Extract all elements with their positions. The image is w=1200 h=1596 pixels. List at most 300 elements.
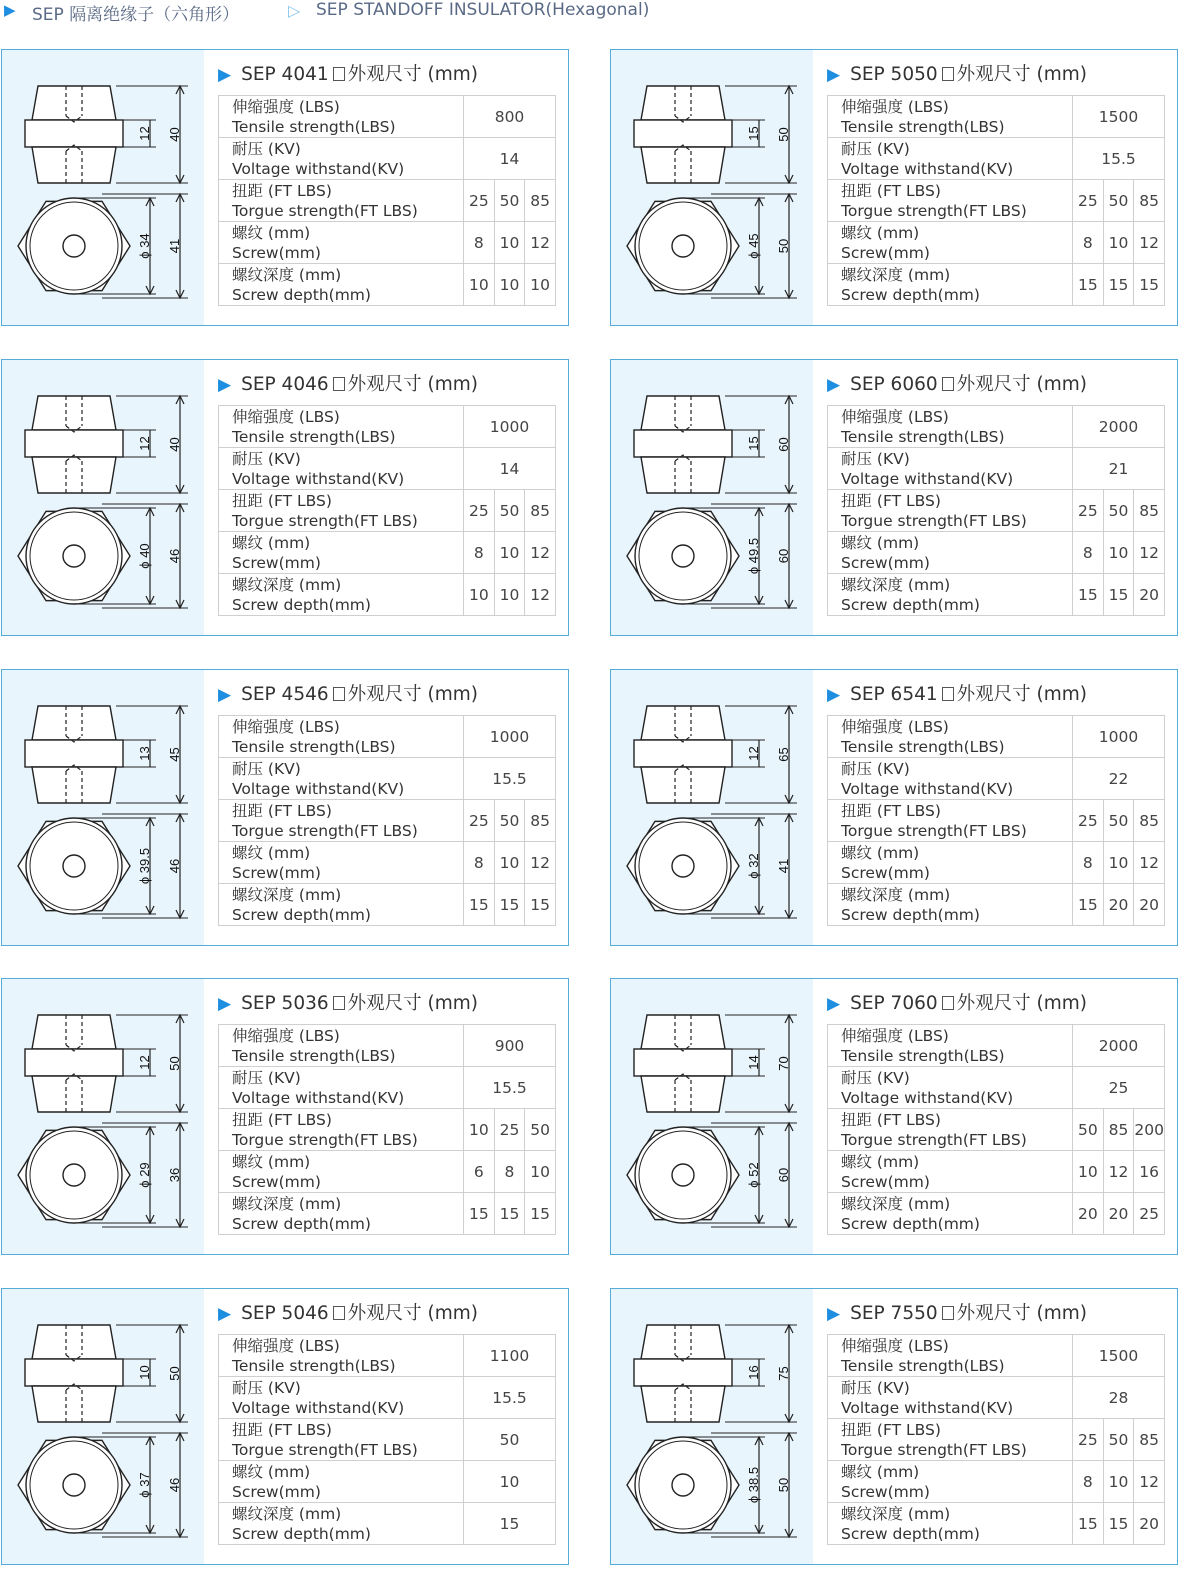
insulator-side-view xyxy=(634,1325,797,1422)
spec-label-en: Voltage withstand(KV) xyxy=(841,469,1014,488)
table-row xyxy=(219,1461,556,1503)
table-row xyxy=(219,180,556,222)
dim-across-label: 50 xyxy=(776,238,791,254)
product-title xyxy=(827,60,1087,86)
table-row xyxy=(219,448,556,490)
depth-value: 10 xyxy=(525,264,556,306)
spec-label-cn: 耐压 (KV) xyxy=(841,139,910,158)
checkbox-glyph-icon xyxy=(333,1306,345,1320)
header-marker-outline: ▷ xyxy=(288,1,301,20)
checkbox-glyph-icon xyxy=(942,1306,954,1320)
bore-hole xyxy=(672,545,694,567)
spec-label-en: Screw(mm) xyxy=(841,553,930,572)
screw-value: 8 xyxy=(464,842,495,884)
voltage-value: 22 xyxy=(1073,758,1165,800)
spec-table xyxy=(827,1024,1165,1235)
insulator-top-view xyxy=(18,194,188,298)
product-card xyxy=(1,1288,569,1565)
torque-value: 25 xyxy=(494,1109,525,1151)
torque-value: 50 xyxy=(494,800,525,842)
insulator-top-view xyxy=(18,1123,188,1227)
dim-dia-label: ϕ 40 xyxy=(137,543,152,569)
spec-label xyxy=(828,1109,1073,1151)
screw-value: 8 xyxy=(494,1151,525,1193)
spec-label-en: Screw(mm) xyxy=(841,1482,930,1501)
screw-value: 10 xyxy=(494,222,525,264)
voltage-value: 21 xyxy=(1073,448,1165,490)
technical-drawing xyxy=(611,360,813,635)
insulator-band xyxy=(25,120,123,147)
torque-value: 10 xyxy=(464,1109,495,1151)
spec-label xyxy=(828,842,1073,884)
spec-label xyxy=(828,716,1073,758)
spec-label-cn: 伸缩强度 (LBS) xyxy=(841,717,949,736)
spec-label-cn: 螺纹 (mm) xyxy=(841,223,920,242)
product-card xyxy=(610,49,1178,326)
screw-value: 10 xyxy=(494,842,525,884)
insulator-side-view xyxy=(634,706,797,803)
spec-label xyxy=(828,448,1073,490)
dim-band-label: 14 xyxy=(746,1055,761,1070)
depth-value: 15 xyxy=(464,1503,556,1545)
spec-label-en: Tensile strength(LBS) xyxy=(841,1046,1005,1065)
product-title xyxy=(218,680,478,706)
spec-label-cn: 螺纹 (mm) xyxy=(232,1152,311,1171)
spec-label-en: Voltage withstand(KV) xyxy=(232,1398,405,1417)
bore-hole xyxy=(672,1164,694,1186)
spec-label-cn: 扭距 (FT LBS) xyxy=(841,801,941,820)
spec-label xyxy=(828,1335,1073,1377)
voltage-value: 15.5 xyxy=(464,1377,556,1419)
dim-dia-label: ϕ 34 xyxy=(137,233,152,259)
title-suffix: 外观尺寸 (mm) xyxy=(956,374,1087,395)
torque-value: 25 xyxy=(1073,180,1104,222)
title-marker-icon: ▶ xyxy=(827,65,841,85)
depth-value: 15 xyxy=(1073,1503,1104,1545)
torque-value: 50 xyxy=(464,1419,556,1461)
spec-label xyxy=(219,1335,464,1377)
spec-table xyxy=(218,715,556,926)
insulator-upper-body xyxy=(32,1325,116,1359)
insulator-upper-body xyxy=(32,86,116,120)
table-row xyxy=(828,842,1165,884)
spec-label-en: Torgue strength(FT LBS) xyxy=(232,201,418,220)
spec-label-en: Tensile strength(LBS) xyxy=(232,427,396,446)
spec-label xyxy=(219,1067,464,1109)
screw-value: 10 xyxy=(1103,532,1134,574)
voltage-value: 15.5 xyxy=(1073,138,1165,180)
table-row xyxy=(219,1503,556,1545)
dim-dia-label: ϕ 52 xyxy=(746,1162,761,1188)
spec-label-en: Screw depth(mm) xyxy=(841,285,980,304)
insulator-side-view xyxy=(25,1015,188,1112)
screw-value: 10 xyxy=(1103,222,1134,264)
spec-label-cn: 螺纹深度 (mm) xyxy=(232,1194,342,1213)
insulator-lower-body xyxy=(641,457,725,493)
screw-value: 12 xyxy=(525,222,556,264)
torque-value: 50 xyxy=(1103,1419,1134,1461)
spec-label xyxy=(219,180,464,222)
spec-label-en: Torgue strength(FT LBS) xyxy=(232,1130,418,1149)
product-model: SEP 6541 xyxy=(850,684,938,705)
product-card xyxy=(1,669,569,946)
voltage-value: 28 xyxy=(1073,1377,1165,1419)
product-model: SEP 7550 xyxy=(850,1303,938,1324)
checkbox-glyph-icon xyxy=(333,377,345,391)
product-title xyxy=(218,60,478,86)
dim-height-label: 50 xyxy=(167,1366,182,1381)
spec-label-cn: 扭距 (FT LBS) xyxy=(841,1110,941,1129)
dim-across-label: 50 xyxy=(776,1477,791,1493)
product-title xyxy=(827,989,1087,1015)
table-row xyxy=(219,96,556,138)
screw-value: 10 xyxy=(464,1461,556,1503)
product-title xyxy=(827,370,1087,396)
spec-label-cn: 扭距 (FT LBS) xyxy=(841,1420,941,1439)
spec-label-en: Screw(mm) xyxy=(232,1482,321,1501)
torque-value: 50 xyxy=(494,180,525,222)
product-title xyxy=(218,370,478,396)
insulator-upper-body xyxy=(641,396,725,430)
spec-label-en: Torgue strength(FT LBS) xyxy=(841,821,1027,840)
spec-label-cn: 耐压 (KV) xyxy=(841,449,910,468)
dim-band-label: 10 xyxy=(137,1365,152,1380)
table-row xyxy=(219,1419,556,1461)
page-header xyxy=(0,0,1200,24)
spec-label xyxy=(219,222,464,264)
product-model: SEP 7060 xyxy=(850,993,938,1014)
title-suffix: 外观尺寸 (mm) xyxy=(347,684,478,705)
spec-label-en: Torgue strength(FT LBS) xyxy=(841,1440,1027,1459)
insulator-band xyxy=(634,430,732,457)
table-row xyxy=(219,1109,556,1151)
technical-drawing xyxy=(2,1289,204,1564)
spec-label xyxy=(828,406,1073,448)
depth-value: 15 xyxy=(1073,264,1104,306)
screw-value: 12 xyxy=(1134,532,1165,574)
spec-table xyxy=(218,1334,556,1545)
torque-value: 25 xyxy=(1073,1419,1104,1461)
spec-label-en: Voltage withstand(KV) xyxy=(232,469,405,488)
product-title xyxy=(218,1299,478,1325)
screw-value: 12 xyxy=(525,532,556,574)
spec-label xyxy=(828,138,1073,180)
dim-across-label: 41 xyxy=(167,238,182,254)
spec-label-cn: 螺纹深度 (mm) xyxy=(232,265,342,284)
dim-dia-label: ϕ 37 xyxy=(137,1472,152,1498)
title-suffix: 外观尺寸 (mm) xyxy=(347,64,478,85)
screw-value: 8 xyxy=(1073,532,1104,574)
depth-value: 20 xyxy=(1103,884,1134,926)
title-suffix: 外观尺寸 (mm) xyxy=(347,374,478,395)
torque-value: 85 xyxy=(1134,800,1165,842)
spec-label-en: Voltage withstand(KV) xyxy=(841,1398,1014,1417)
torque-value: 85 xyxy=(1134,490,1165,532)
insulator-side-view xyxy=(634,1015,797,1112)
spec-label-en: Voltage withstand(KV) xyxy=(841,1088,1014,1107)
spec-label xyxy=(828,264,1073,306)
screw-value: 12 xyxy=(525,842,556,884)
checkbox-glyph-icon xyxy=(942,377,954,391)
spec-label xyxy=(219,1419,464,1461)
spec-label-en: Voltage withstand(KV) xyxy=(232,159,405,178)
bore-hole xyxy=(63,1164,85,1186)
technical-drawing xyxy=(611,670,813,945)
spec-label xyxy=(219,716,464,758)
spec-label-cn: 螺纹 (mm) xyxy=(841,1462,920,1481)
spec-label-en: Torgue strength(FT LBS) xyxy=(232,1440,418,1459)
insulator-top-view xyxy=(18,814,188,918)
insulator-band xyxy=(634,1049,732,1076)
spec-label xyxy=(828,1503,1073,1545)
depth-value: 20 xyxy=(1073,1193,1104,1235)
dim-band-label: 12 xyxy=(137,126,152,141)
spec-label xyxy=(828,1377,1073,1419)
depth-value: 12 xyxy=(525,574,556,616)
insulator-top-view xyxy=(627,504,797,608)
spec-label-en: Screw depth(mm) xyxy=(841,1214,980,1233)
spec-label-cn: 扭距 (FT LBS) xyxy=(232,1420,332,1439)
voltage-value: 25 xyxy=(1073,1067,1165,1109)
dim-height-label: 45 xyxy=(167,747,182,762)
insulator-drawing xyxy=(2,670,204,945)
insulator-side-view xyxy=(25,86,188,183)
product-model: SEP 4546 xyxy=(241,684,329,705)
table-row xyxy=(828,758,1165,800)
depth-value: 10 xyxy=(464,574,495,616)
tensile-value: 1500 xyxy=(1073,96,1165,138)
spec-label-en: Screw(mm) xyxy=(841,243,930,262)
insulator-lower-body xyxy=(32,767,116,803)
checkbox-glyph-icon xyxy=(333,687,345,701)
insulator-band xyxy=(25,430,123,457)
table-row xyxy=(219,1335,556,1377)
insulator-drawing xyxy=(2,50,204,325)
spec-label-cn: 螺纹 (mm) xyxy=(232,533,311,552)
checkbox-glyph-icon xyxy=(942,996,954,1010)
insulator-drawing xyxy=(611,360,813,635)
tensile-value: 800 xyxy=(464,96,556,138)
spec-label-cn: 伸缩强度 (LBS) xyxy=(232,1026,340,1045)
spec-label xyxy=(828,1419,1073,1461)
depth-value: 20 xyxy=(1134,1503,1165,1545)
table-row xyxy=(828,96,1165,138)
insulator-lower-body xyxy=(641,1076,725,1112)
technical-drawing xyxy=(2,979,204,1254)
insulator-top-view xyxy=(627,194,797,298)
spec-label-en: Voltage withstand(KV) xyxy=(232,779,405,798)
depth-value: 20 xyxy=(1134,884,1165,926)
table-row xyxy=(219,1193,556,1235)
insulator-lower-body xyxy=(641,767,725,803)
insulator-lower-body xyxy=(641,1386,725,1422)
spec-label-en: Torgue strength(FT LBS) xyxy=(232,821,418,840)
depth-value: 25 xyxy=(1134,1193,1165,1235)
insulator-band xyxy=(25,1359,123,1386)
dim-across-label: 36 xyxy=(167,1167,182,1183)
spec-label-cn: 扭距 (FT LBS) xyxy=(232,491,332,510)
title-marker-icon: ▶ xyxy=(827,1304,841,1324)
spec-label-en: Screw depth(mm) xyxy=(232,1524,371,1543)
depth-value: 15 xyxy=(494,1193,525,1235)
torque-value: 50 xyxy=(1103,800,1134,842)
tensile-value: 1000 xyxy=(464,716,556,758)
depth-value: 15 xyxy=(1134,264,1165,306)
spec-label-en: Tensile strength(LBS) xyxy=(841,117,1005,136)
screw-value: 10 xyxy=(525,1151,556,1193)
spec-label xyxy=(828,1461,1073,1503)
spec-label-cn: 伸缩强度 (LBS) xyxy=(232,717,340,736)
insulator-upper-body xyxy=(641,86,725,120)
insulator-band xyxy=(634,740,732,767)
table-row xyxy=(219,758,556,800)
spec-label xyxy=(828,574,1073,616)
spec-label-en: Screw depth(mm) xyxy=(232,595,371,614)
depth-value: 15 xyxy=(464,884,495,926)
product-card xyxy=(610,1288,1178,1565)
product-model: SEP 6060 xyxy=(850,374,938,395)
torque-value: 50 xyxy=(1103,490,1134,532)
bore-hole xyxy=(63,235,85,257)
header-title-en: SEP STANDOFF INSULATOR(Hexagonal) xyxy=(316,0,650,20)
torque-value: 85 xyxy=(1103,1109,1134,1151)
depth-value: 15 xyxy=(1103,574,1134,616)
depth-value: 10 xyxy=(464,264,495,306)
table-row xyxy=(219,716,556,758)
depth-value: 10 xyxy=(494,574,525,616)
table-row xyxy=(219,264,556,306)
tensile-value: 1100 xyxy=(464,1335,556,1377)
depth-value: 15 xyxy=(1073,574,1104,616)
spec-label xyxy=(219,1377,464,1419)
screw-value: 12 xyxy=(1134,1461,1165,1503)
spec-label-en: Tensile strength(LBS) xyxy=(232,737,396,756)
checkbox-glyph-icon xyxy=(942,687,954,701)
table-row xyxy=(219,406,556,448)
depth-value: 15 xyxy=(1103,264,1134,306)
spec-label-cn: 螺纹深度 (mm) xyxy=(232,575,342,594)
checkbox-glyph-icon xyxy=(333,996,345,1010)
dim-dia-label: ϕ 39.5 xyxy=(137,847,152,885)
tensile-value: 2000 xyxy=(1073,406,1165,448)
bore-hole xyxy=(672,855,694,877)
table-row xyxy=(828,1419,1165,1461)
spec-label-cn: 螺纹深度 (mm) xyxy=(841,265,951,284)
spec-label xyxy=(219,490,464,532)
insulator-upper-body xyxy=(641,706,725,740)
checkbox-glyph-icon xyxy=(942,67,954,81)
insulator-drawing xyxy=(611,1289,813,1564)
spec-label-en: Torgue strength(FT LBS) xyxy=(841,201,1027,220)
product-title xyxy=(827,680,1087,706)
spec-label-en: Voltage withstand(KV) xyxy=(841,159,1014,178)
spec-label xyxy=(219,1151,464,1193)
product-card xyxy=(610,359,1178,636)
technical-drawing xyxy=(2,670,204,945)
screw-value: 8 xyxy=(1073,222,1104,264)
spec-label-cn: 螺纹深度 (mm) xyxy=(232,885,342,904)
spec-label-cn: 螺纹深度 (mm) xyxy=(841,575,951,594)
table-row xyxy=(219,490,556,532)
dim-height-label: 65 xyxy=(776,747,791,762)
spec-label-en: Tensile strength(LBS) xyxy=(232,1046,396,1065)
tensile-value: 1000 xyxy=(464,406,556,448)
spec-label-cn: 螺纹 (mm) xyxy=(232,223,311,242)
table-row xyxy=(219,842,556,884)
spec-label-en: Screw(mm) xyxy=(232,553,321,572)
spec-label-en: Screw depth(mm) xyxy=(841,1524,980,1543)
screw-value: 10 xyxy=(1073,1151,1104,1193)
table-row xyxy=(828,1377,1165,1419)
tensile-value: 900 xyxy=(464,1025,556,1067)
torque-value: 25 xyxy=(1073,800,1104,842)
product-model: SEP 5036 xyxy=(241,993,329,1014)
insulator-drawing xyxy=(611,979,813,1254)
dim-across-label: 60 xyxy=(776,548,791,564)
product-card xyxy=(1,359,569,636)
spec-label-en: Screw(mm) xyxy=(232,243,321,262)
screw-value: 10 xyxy=(1103,1461,1134,1503)
dim-height-label: 75 xyxy=(776,1366,791,1381)
tensile-value: 1500 xyxy=(1073,1335,1165,1377)
spec-table xyxy=(218,1024,556,1235)
insulator-side-view xyxy=(634,396,797,493)
bore-hole xyxy=(63,855,85,877)
screw-value: 8 xyxy=(1073,1461,1104,1503)
spec-label-en: Screw depth(mm) xyxy=(841,595,980,614)
title-marker-icon: ▶ xyxy=(218,65,232,85)
title-marker-icon: ▶ xyxy=(827,375,841,395)
dim-band-label: 15 xyxy=(746,436,761,451)
spec-label-en: Torgue strength(FT LBS) xyxy=(841,511,1027,530)
bore-hole xyxy=(63,1474,85,1496)
torque-value: 85 xyxy=(525,490,556,532)
spec-table xyxy=(218,405,556,616)
spec-label-cn: 耐压 (KV) xyxy=(841,1378,910,1397)
spec-table xyxy=(827,95,1165,306)
spec-label-cn: 耐压 (KV) xyxy=(841,1068,910,1087)
table-row xyxy=(828,448,1165,490)
spec-label-en: Screw(mm) xyxy=(232,863,321,882)
table-row xyxy=(219,1067,556,1109)
dim-dia-label: ϕ 49.5 xyxy=(746,537,761,575)
dim-across-label: 46 xyxy=(167,858,182,874)
voltage-value: 14 xyxy=(464,138,556,180)
spec-label-cn: 伸缩强度 (LBS) xyxy=(232,407,340,426)
torque-value: 85 xyxy=(1134,1419,1165,1461)
title-marker-icon: ▶ xyxy=(218,994,232,1014)
screw-value: 8 xyxy=(464,532,495,574)
screw-value: 12 xyxy=(1134,222,1165,264)
table-row xyxy=(219,574,556,616)
spec-label-cn: 伸缩强度 (LBS) xyxy=(841,407,949,426)
product-model: SEP 4041 xyxy=(241,64,329,85)
bore-hole xyxy=(672,235,694,257)
torque-value: 85 xyxy=(1134,180,1165,222)
spec-label-cn: 耐压 (KV) xyxy=(232,1068,301,1087)
table-row xyxy=(828,1109,1165,1151)
spec-label-cn: 螺纹 (mm) xyxy=(841,843,920,862)
spec-label-cn: 螺纹 (mm) xyxy=(232,843,311,862)
checkbox-glyph-icon xyxy=(333,67,345,81)
insulator-band xyxy=(25,1049,123,1076)
spec-label xyxy=(828,1025,1073,1067)
spec-label-cn: 耐压 (KV) xyxy=(232,449,301,468)
table-row xyxy=(828,1151,1165,1193)
spec-label-cn: 螺纹 (mm) xyxy=(841,533,920,552)
spec-label-cn: 螺纹深度 (mm) xyxy=(841,1194,951,1213)
depth-value: 15 xyxy=(464,1193,495,1235)
